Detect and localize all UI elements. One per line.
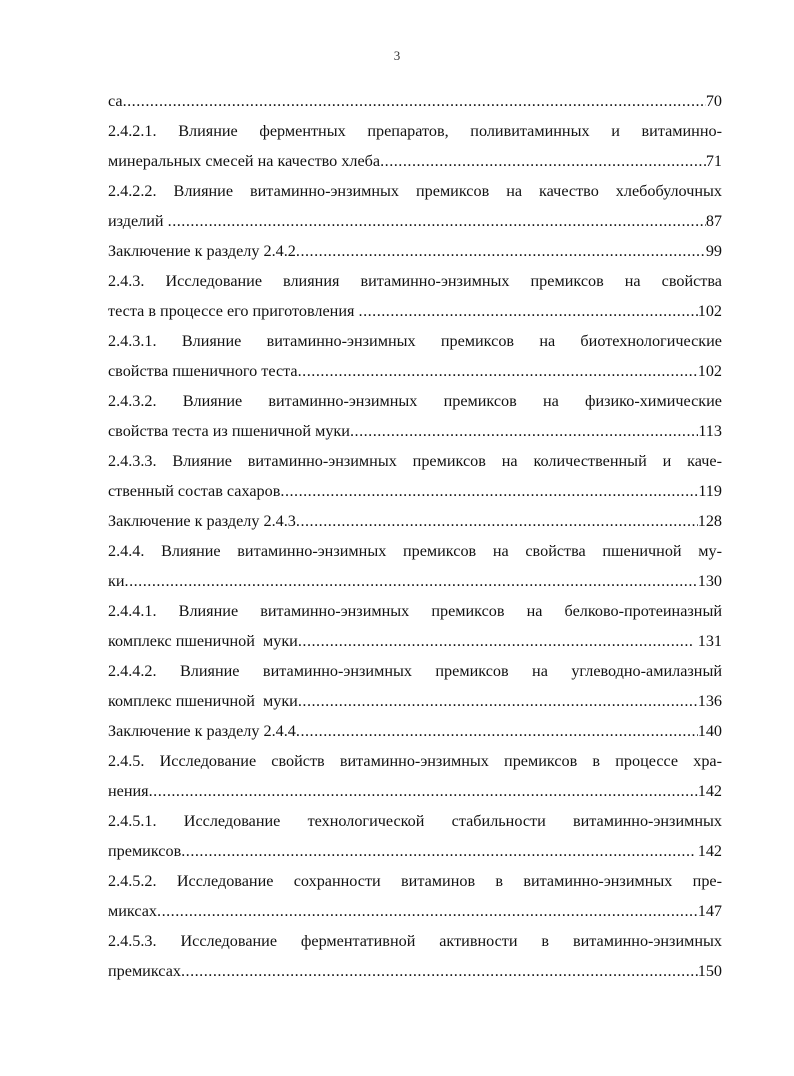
toc-entry-conclusion-2-4-2 xyxy=(108,236,722,266)
dot-leader xyxy=(157,896,698,926)
toc-entry-2-4-5-3 xyxy=(108,926,722,986)
dot-leader xyxy=(149,776,698,806)
toc-entry-text: ки xyxy=(108,572,125,590)
toc-entry-2-4-3 xyxy=(108,266,722,326)
toc-entry-text: минеральных смесей на качество хлеба xyxy=(108,152,381,170)
toc-entry-2-4-3-1 xyxy=(108,326,722,386)
toc-entry-2-4-4-1 xyxy=(108,596,722,656)
toc-entry-line: 2.4.5.1. Исследование технологической стабильности витаминно-энзимных xyxy=(108,812,722,830)
toc-entry-text: Заключение к разделу 2.4.4 xyxy=(108,722,296,740)
toc-entry-last-line xyxy=(108,476,722,506)
dot-leader xyxy=(380,146,706,176)
toc-entry-2-4-2-2 xyxy=(108,176,722,236)
toc-entry-2-4-5-2 xyxy=(108,866,722,926)
toc-entry-last-line xyxy=(108,716,722,746)
toc-entry-line: 2.4.5.2. Исследование сохранности витаминов в витаминно-энзимных пре- xyxy=(108,872,722,890)
toc-page-number: 102 xyxy=(697,302,722,320)
dot-leader xyxy=(298,626,694,656)
toc-entry-text: изделий xyxy=(108,212,168,230)
toc-entry-text: са xyxy=(108,92,123,110)
toc-page-number: 131 xyxy=(693,632,722,650)
dot-leader xyxy=(280,476,698,506)
toc-entry-line: 2.4.3. Исследование влияния витаминно-энзимных премиксов на свойства xyxy=(108,272,722,290)
toc-entry-line: 2.4.4.2. Влияние витаминно-энзимных премиксов на углеводно-амилазный xyxy=(108,662,722,680)
dot-leader xyxy=(298,686,698,716)
toc-page-number: 70 xyxy=(705,92,722,110)
dot-leader xyxy=(296,236,706,266)
toc-entry-last-line xyxy=(108,296,722,326)
toc-entry-70 xyxy=(108,86,722,116)
toc-entry-line: 2.4.2.1. Влияние ферментных препаратов, поливитаминных и витаминно- xyxy=(108,122,722,140)
toc-entry-last-line xyxy=(108,776,722,806)
toc-entry-text: миксах xyxy=(108,902,158,920)
toc-entry-2-4-4-2 xyxy=(108,656,722,716)
toc-entry-conclusion-2-4-4 xyxy=(108,716,722,746)
dot-leader xyxy=(123,86,706,116)
toc-entry-line: 2.4.4. Влияние витаминно-энзимных премиксов на свойства пшеничной му- xyxy=(108,542,722,560)
toc-entry-2-4-3-3 xyxy=(108,446,722,506)
toc-page-number: 136 xyxy=(697,692,722,710)
toc-page-number: 99 xyxy=(705,242,722,260)
toc-entry-text: премиксах xyxy=(108,962,181,980)
toc-page-number: 102 xyxy=(697,362,722,380)
toc-page-number: 71 xyxy=(705,152,722,170)
toc-entry-text: нения xyxy=(108,782,149,800)
page-number: 3 xyxy=(393,48,401,63)
dot-leader xyxy=(298,356,698,386)
toc-page-number: 119 xyxy=(698,482,722,500)
toc-entry-text: Заключение к разделу 2.4.3 xyxy=(108,512,296,530)
toc-entry-last-line xyxy=(108,566,722,596)
toc-entry-text: премиксов xyxy=(108,842,182,860)
toc-entry-last-line xyxy=(108,146,722,176)
toc-entry-last-line xyxy=(108,686,722,716)
dot-leader xyxy=(181,956,698,986)
toc-entry-2-4-5 xyxy=(108,746,722,806)
toc-entry-2-4-4 xyxy=(108,536,722,596)
toc-page-number: 87 xyxy=(705,212,722,230)
toc-entry-2-4-3-2 xyxy=(108,386,722,446)
toc-entry-line: 2.4.3.1. Влияние витаминно-энзимных премиксов на биотехнологические xyxy=(108,332,722,350)
dot-leader xyxy=(296,506,698,536)
dot-leader xyxy=(350,416,698,446)
toc-entry-last-line xyxy=(108,956,722,986)
toc-entry-text: теста в процессе его приготовления xyxy=(108,302,359,320)
toc-entry-line: 2.4.4.1. Влияние витаминно-энзимных премиксов на белково-протеиназный xyxy=(108,602,722,620)
toc-entry-line: 2.4.5.3. Исследование ферментативной активности в витаминно-энзимных xyxy=(108,932,722,950)
toc-entry-text: комплекс пшеничной муки xyxy=(108,632,298,650)
toc-entry-2-4-5-1 xyxy=(108,806,722,866)
toc-entry-line: 2.4.3.3. Влияние витаминно-энзимных премиксов на количественный и каче- xyxy=(108,452,722,470)
toc-page-number: 130 xyxy=(697,572,722,590)
toc-entry-text: свойства пшеничного теста xyxy=(108,362,298,380)
toc-entry-line: 2.4.2.2. Влияние витаминно-энзимных премиксов на качество хлебобулочных xyxy=(108,182,722,200)
toc-entry-text: свойства теста из пшеничной муки xyxy=(108,422,350,440)
toc-entry-last-line xyxy=(108,236,722,266)
toc-entry-text: комплекс пшеничной муки xyxy=(108,692,298,710)
toc-page-number: 113 xyxy=(698,422,722,440)
toc-entry-last-line xyxy=(108,896,722,926)
toc-page-number: 150 xyxy=(697,962,722,980)
toc-entry-last-line xyxy=(108,626,722,656)
dot-leader xyxy=(168,206,706,236)
toc-entry-2-4-2-1 xyxy=(108,116,722,176)
dot-leader xyxy=(296,716,698,746)
toc-entry-text: Заключение к разделу 2.4.2 xyxy=(108,242,296,260)
toc-entry-text: ственный состав сахаров xyxy=(108,482,281,500)
toc-page-number: 142 xyxy=(697,782,722,800)
toc-entry-last-line xyxy=(108,206,722,236)
dot-leader xyxy=(125,566,698,596)
dot-leader xyxy=(359,296,698,326)
toc-page-number: 142 xyxy=(693,842,722,860)
toc-entry-conclusion-2-4-3 xyxy=(108,506,722,536)
toc-page-number: 128 xyxy=(697,512,722,530)
dot-leader xyxy=(181,836,693,866)
toc-entry-last-line xyxy=(108,86,722,116)
toc-entry-last-line xyxy=(108,836,722,866)
toc-page-number: 147 xyxy=(697,902,722,920)
toc-entry-last-line xyxy=(108,356,722,386)
toc-entry-last-line xyxy=(108,416,722,446)
toc-entry-line: 2.4.5. Исследование свойств витаминно-энзимных премиксов в процессе хра- xyxy=(108,752,722,770)
table-of-contents xyxy=(108,86,722,986)
toc-entry-line: 2.4.3.2. Влияние витаминно-энзимных премиксов на физико-химические xyxy=(108,392,722,410)
toc-entry-last-line xyxy=(108,506,722,536)
toc-page-number: 140 xyxy=(697,722,722,740)
